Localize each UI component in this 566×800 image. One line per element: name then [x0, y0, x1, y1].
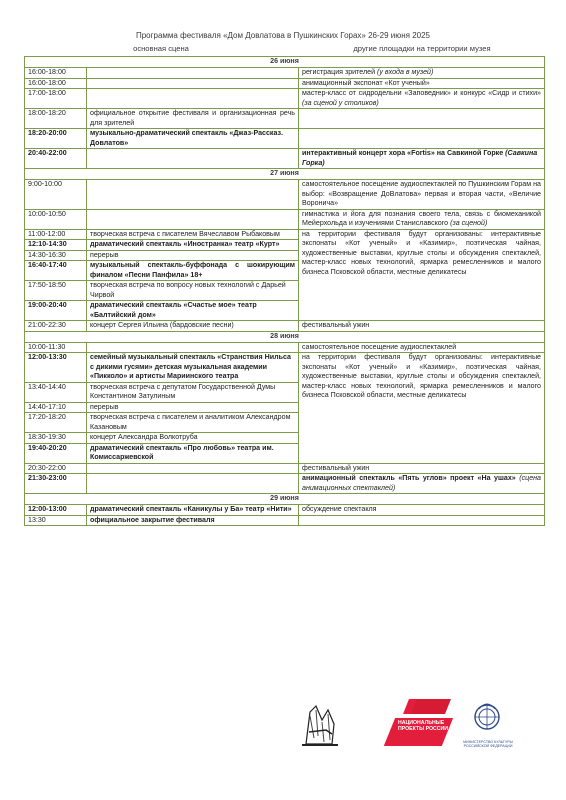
- table-row: [25, 89, 545, 109]
- time-cell: 12:00-13:00: [25, 505, 87, 516]
- event-cell: концерт Александра Волкотруба: [87, 433, 299, 444]
- time-cell: 14:40-17:10: [25, 402, 87, 413]
- event-cell: драматический спектакль «Каникулы у Ба» театр «Нити»: [87, 505, 299, 516]
- festival-activities-28: на территории фестиваля будут организованы: интерактивные экспонаты «Кот ученый» и «Казимир», поэтическая чайная, художественные выставки, круглые столы и обсуждения спектаклей, мастер-класс новых технологий, ярмарка ремесленников и малого бизнеса Псковской области, местные деликатесы: [299, 353, 545, 464]
- event-cell: перерыв: [87, 402, 299, 413]
- time-cell: 17:00-18:00: [25, 89, 87, 109]
- time-cell: 12:10-14:30: [25, 240, 87, 251]
- table-row: [25, 129, 545, 149]
- program-title: Программа фестиваля «Дом Довлатова в Пушкинских Горах» 26-29 июня 2025: [135, 31, 431, 40]
- event-cell: самостоятельное посещение аудиоспектаклей: [299, 342, 545, 353]
- table-row: [25, 180, 545, 210]
- time-cell: 18:30-19:30: [25, 433, 87, 444]
- event-cell: фестивальный ужин: [299, 321, 545, 332]
- event-cell: фестивальный ужин: [299, 463, 545, 474]
- time-cell: 17:20-18:20: [25, 413, 87, 433]
- time-cell: 17:50-18:50: [25, 281, 87, 301]
- event-cell: мастер-класс от сидродельни «Заповедник» и конкурс «Сидр и стихи» (за сценой у столиков): [299, 89, 545, 109]
- day-header: [25, 331, 545, 342]
- time-cell: 21:30-23:00: [25, 474, 87, 494]
- event-cell: анимационный экспонат «Кот ученый»: [299, 78, 545, 89]
- day-label: 28 июня: [25, 331, 545, 342]
- time-cell: 13:40-14:40: [25, 382, 87, 402]
- table-row: [25, 149, 545, 169]
- time-cell: 18:00-18:20: [25, 109, 87, 129]
- day-header: [25, 169, 545, 180]
- event-cell: творческая встреча с писателем Вячеславом Рыбаковым: [87, 229, 299, 240]
- event-cell: музыкальный спектакль-буффонада с шокирующим финалом «Песни Панфила» 18+: [87, 261, 299, 281]
- day-label: 29 июня: [25, 494, 545, 505]
- table-row: [25, 463, 545, 474]
- event-cell: творческая встреча с писателем и аналитиком Александром Казановым: [87, 413, 299, 433]
- time-cell: 21:00-22:30: [25, 321, 87, 332]
- time-cell: 19:40-20:20: [25, 443, 87, 463]
- event-cell: драматический спектакль «Иностранка» театр «Курт»: [87, 240, 299, 251]
- day-header: [25, 57, 545, 68]
- time-cell: 16:00-18:00: [25, 78, 87, 89]
- event-cell: творческая встреча с депутатом Государственной Думы Константином Затулиным: [87, 382, 299, 402]
- table-row: [25, 342, 545, 353]
- event-cell: официальное открытие фестиваля и организационная речь для зрителей: [87, 109, 299, 129]
- event-cell: гимнастика и йога для познания своего тела, связь с биомеханикой Мейерхольда и изучениями Станиславского (за сценой): [299, 209, 545, 229]
- time-cell: 20:40-22:00: [25, 149, 87, 169]
- event-cell: обсуждение спектакля: [299, 505, 545, 516]
- time-cell: 18:20-20:00: [25, 129, 87, 149]
- event-cell: анимационный спектакль «Пять углов» проект «На ушах» (сцена анимационных спектаклей): [299, 474, 545, 494]
- event-cell: концерт Сергея Ильина (бардовские песни): [87, 321, 299, 332]
- day-label: 27 июня: [25, 169, 545, 180]
- table-row: [25, 78, 545, 89]
- time-cell: 12:00-13:30: [25, 353, 87, 383]
- event-cell: интерактивный концерт хора «Fortis» на Савкиной Горке (Савкина Горка): [299, 149, 545, 169]
- event-cell: самостоятельное посещение аудиоспектаклей по Пушкинским Горам на выбор: «Возвращение ДоВлатова» первая и вторая части, «Величие Воронича»: [299, 180, 545, 210]
- schedule-table: [24, 56, 545, 526]
- table-row: [25, 505, 545, 516]
- day-header: [25, 494, 545, 505]
- time-cell: 10:00-11:30: [25, 342, 87, 353]
- festival-activities-27: на территории фестиваля будут организованы: интерактивные экспонаты «Кот ученый» и «Казимир», поэтическая чайная, художественные выставки, круглые столы и обсуждения спектаклей, мастер-класс новых технологий, ярмарка ремесленников и малого бизнеса Псковской области, местные деликатесы: [299, 229, 545, 321]
- table-row: [25, 321, 545, 332]
- event-cell: музыкально-драматический спектакль «Джаз-Рассказ. Довлатов»: [87, 129, 299, 149]
- main-stage-header: основная сцена: [133, 44, 189, 53]
- time-cell: 20:30-22:00: [25, 463, 87, 474]
- time-cell: 16:40-17:40: [25, 261, 87, 281]
- table-row: [25, 229, 545, 240]
- table-row: [25, 109, 545, 129]
- table-row: [25, 474, 545, 494]
- ministry-caption: МИНИСТЕРСТВО КУЛЬТУРЫ РОССИЙСКОЙ ФЕДЕРАЦИИ: [463, 740, 513, 749]
- museum-logo-icon: [300, 702, 340, 748]
- event-cell: семейный музыкальный спектакль «Странствия Нильса с дикими гусями» детская музыкальная академии «Пикколо» и артисты Мариинского театра: [87, 353, 299, 383]
- table-row: [25, 209, 545, 229]
- event-cell: драматический спектакль «Счастье мое» театр «Балтийский дом»: [87, 301, 299, 321]
- event-cell: перерыв: [87, 250, 299, 261]
- table-row: [25, 353, 545, 383]
- time-cell: 10:00-10:50: [25, 209, 87, 229]
- event-cell: творческая встреча по вопросу новых технологий с Дарьей Чирвой: [87, 281, 299, 301]
- event-cell: официальное закрытие фестиваля: [87, 515, 299, 526]
- time-cell: 11:00-12:00: [25, 229, 87, 240]
- table-row: [25, 68, 545, 79]
- other-venues-header: другие площадки на территории музея: [353, 44, 491, 53]
- time-cell: 19:00-20:40: [25, 301, 87, 321]
- event-cell: драматический спектакль «Про любовь» театра им. Комиссаржевской: [87, 443, 299, 463]
- table-row: [25, 515, 545, 526]
- logos-strip: [0, 696, 566, 766]
- time-cell: 13:30: [25, 515, 87, 526]
- national-projects-text: НАЦИОНАЛЬНЫЕ ПРОЕКТЫ РОССИИ: [398, 720, 448, 732]
- time-cell: 16:00-18:00: [25, 68, 87, 79]
- event-cell: регистрация зрителей (у входа в музей): [299, 68, 545, 79]
- time-cell: 9:00-10:00: [25, 180, 87, 210]
- day-label: 26 июня: [25, 57, 545, 68]
- time-cell: 14:30-16:30: [25, 250, 87, 261]
